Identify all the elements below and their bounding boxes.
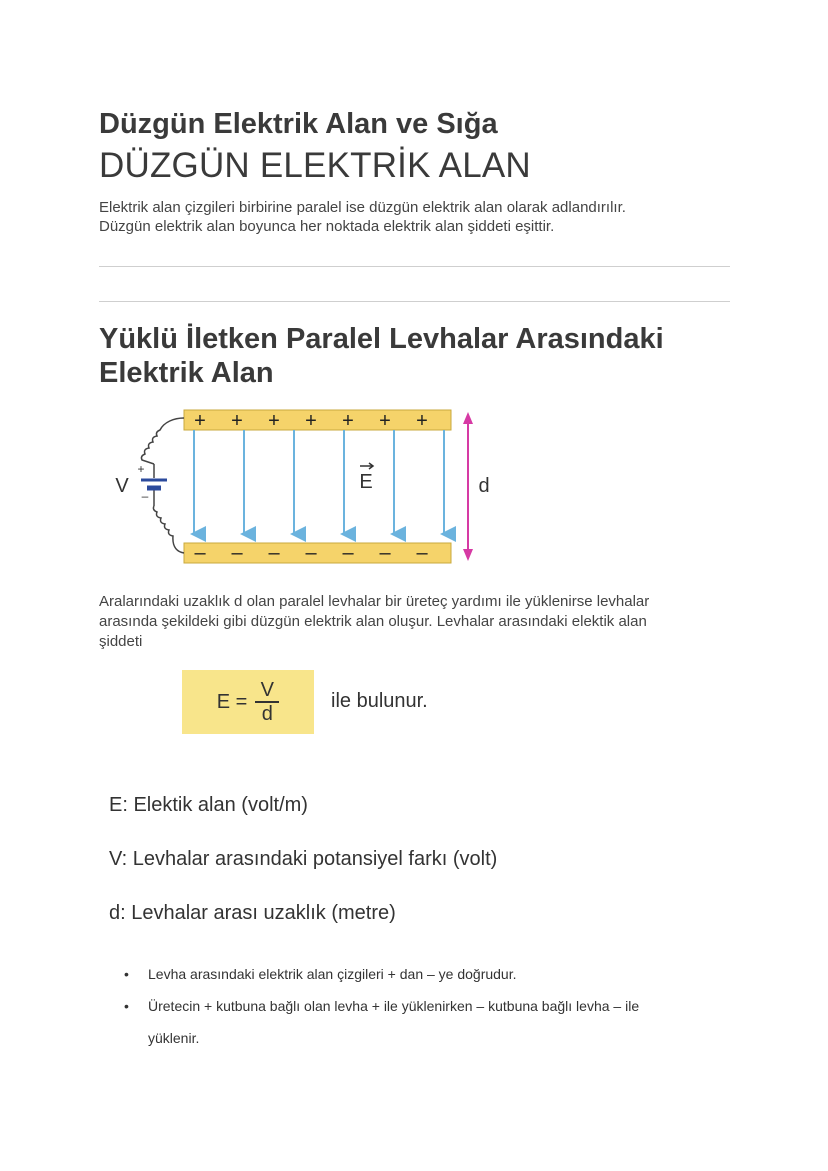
coiled-wire-bottom <box>153 506 184 553</box>
plus-sign: + <box>305 410 317 432</box>
list-item-text: Levha arasındaki elektrik alan çizgileri + dan – ye doğrudur. <box>148 966 517 982</box>
plus-sign: + <box>342 410 354 432</box>
heading-line-1: Yüklü İletken Paralel Levhalar Arasındaki <box>99 323 664 355</box>
bullet-list <box>120 958 740 1054</box>
page-title: Düzgün Elektrik Alan ve Sığa <box>99 108 498 140</box>
plus-sign: + <box>231 410 243 432</box>
formula-fraction <box>255 679 279 725</box>
plus-sign: + <box>194 410 206 432</box>
battery-plus-label: + <box>137 462 145 476</box>
section-heading-uniform-field: DÜZGÜN ELEKTRİK ALAN <box>99 146 531 185</box>
formula-box <box>182 670 314 734</box>
formula-denominator: d <box>261 702 273 725</box>
minus-sign: – <box>268 542 280 564</box>
formula-lhs: E = <box>216 690 248 713</box>
bottom-plate <box>184 543 451 563</box>
distance-label: d <box>478 475 490 497</box>
definition-d: d: Levhalar arası uzaklık (metre) <box>109 902 396 924</box>
description-line-1: Aralarındaki uzaklık d olan paralel levhalar bir üreteç yardımı ile yüklenirse levhalar <box>99 593 650 610</box>
formula-suffix: ile bulunur. <box>331 690 428 712</box>
formula-numerator: V <box>260 679 274 702</box>
plus-sign: + <box>268 410 280 432</box>
voltage-label: V <box>115 475 129 497</box>
intro-line-2: Düzgün elektrik alan boyunca her noktada elektrik alan şiddeti eşittir. <box>99 218 555 235</box>
intro-paragraph <box>99 198 739 236</box>
parallel-plates-diagram <box>108 402 508 567</box>
description-paragraph <box>99 592 739 652</box>
minus-sign: – <box>379 542 391 564</box>
definition-E: E: Elektik alan (volt/m) <box>109 794 308 816</box>
list-item <box>120 990 740 1022</box>
description-line-2: arasında şekildeki gibi düzgün elektrik alan oluşur. Levhalar arasındaki elektik alan <box>99 613 647 630</box>
bullet-icon: • <box>124 998 129 1014</box>
divider-1 <box>99 266 730 267</box>
minus-sign: – <box>231 542 243 564</box>
minus-sign: – <box>194 542 206 564</box>
minus-sign: – <box>416 542 428 564</box>
intro-line-1: Elektrik alan çizgileri birbirine paralel ise düzgün elektrik alan olarak adlandırılır. <box>99 199 626 216</box>
parallel-plates-figure <box>108 402 508 572</box>
list-item <box>120 958 740 990</box>
field-label: E <box>359 471 373 493</box>
plus-sign: + <box>416 410 428 432</box>
top-plate <box>184 410 451 430</box>
distance-arrow-head-top-icon <box>463 412 473 424</box>
description-line-3: şiddeti <box>99 633 143 650</box>
distance-arrow-head-bottom-icon <box>463 549 473 561</box>
section-heading-parallel-plates <box>99 322 739 390</box>
coiled-wire-top <box>141 418 184 464</box>
definition-V: V: Levhalar arasındaki potansiyel farkı (volt) <box>109 848 498 870</box>
list-item-text: yüklenir. <box>148 1030 200 1046</box>
heading-line-2: Elektrik Alan <box>99 357 274 389</box>
plus-sign: + <box>379 410 391 432</box>
bullet-icon: • <box>124 966 129 982</box>
minus-sign: – <box>342 542 354 564</box>
divider-2 <box>99 301 730 302</box>
minus-sign: – <box>305 542 317 564</box>
battery-minus-label: – <box>141 489 149 503</box>
list-item-continuation <box>120 1022 740 1054</box>
list-item-text: Üretecin + kutbuna bağlı olan levha + ile yüklenirken – kutbuna bağlı levha – ile <box>148 998 640 1014</box>
